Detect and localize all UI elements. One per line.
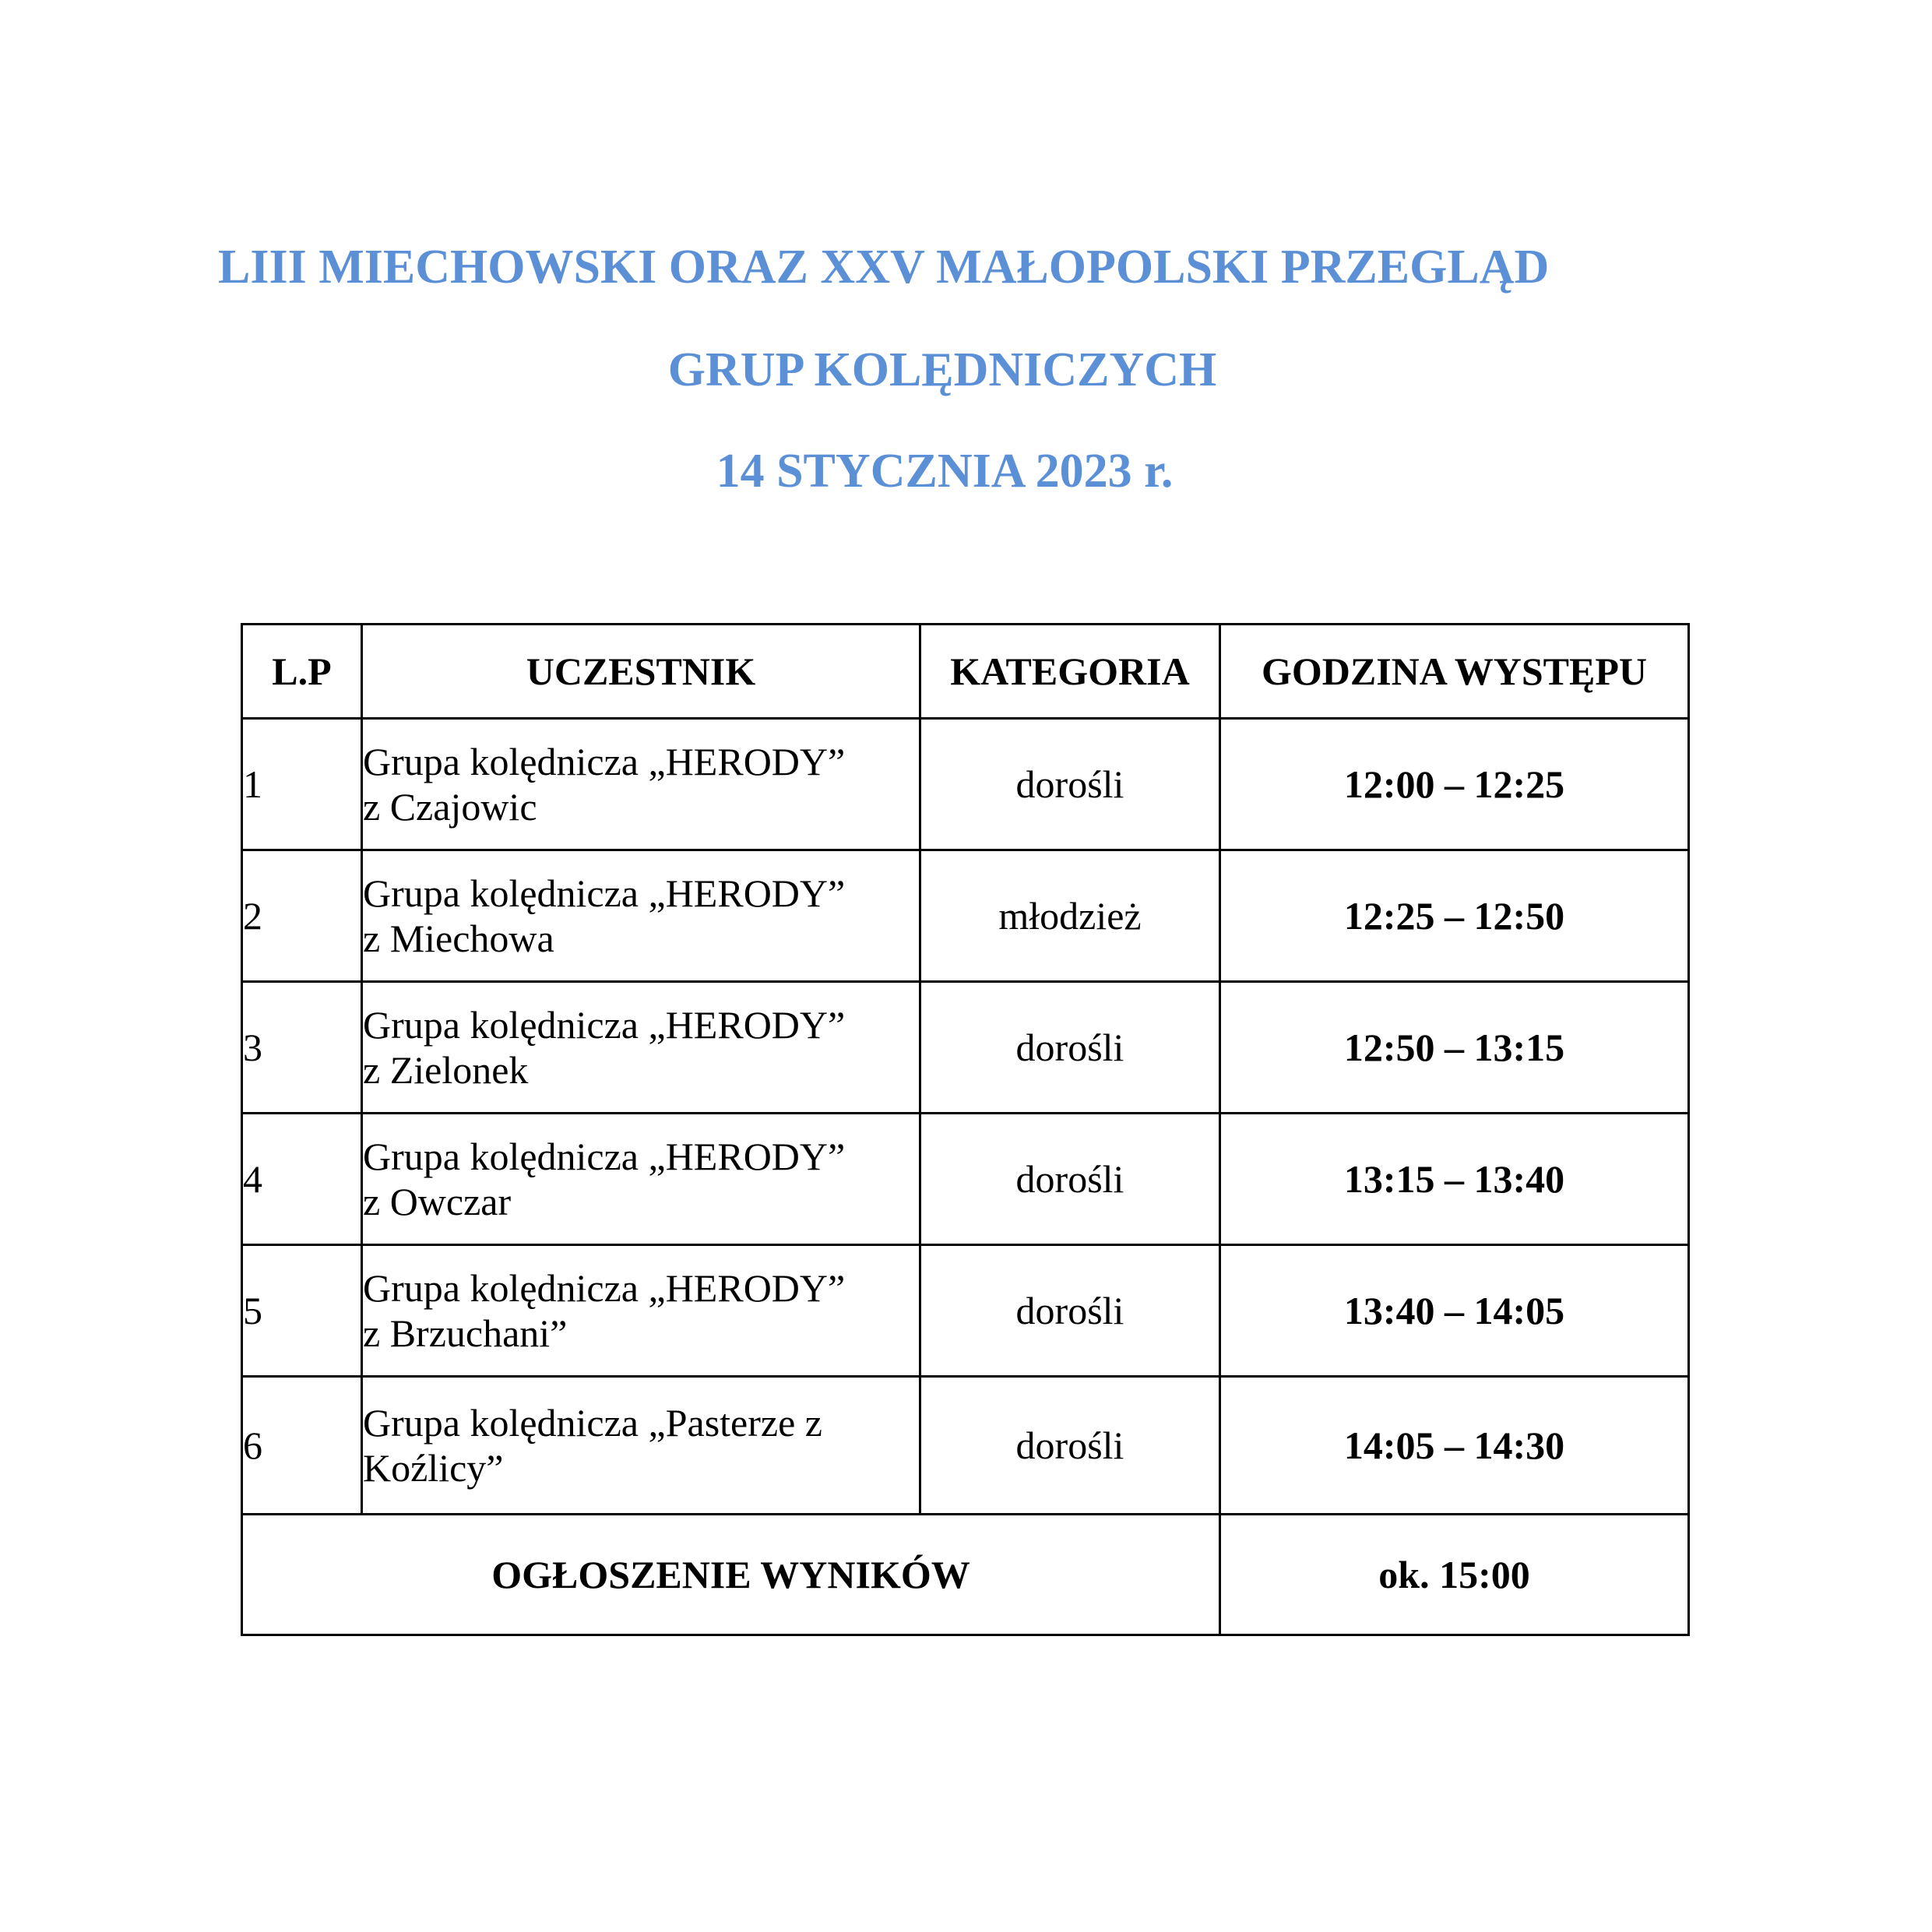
participant-name-line-2: z Czajowic [363,785,537,829]
category-cell: dorośli [920,1377,1220,1515]
participant-name-line-1: Grupa kolędnicza „HERODY” [363,1135,846,1178]
row-number: 4 [242,1114,362,1245]
time-cell: 13:15 – 13:40 [1220,1114,1689,1245]
title-line-1: LIII MIECHOWSKI ORAZ XXV MAŁOPOLSKI PRZEGLĄD [218,241,1550,294]
time-cell: 13:40 – 14:05 [1220,1245,1689,1377]
table-row [242,1377,1689,1515]
participant-name-line-2: Koźlicy” [363,1446,504,1490]
row-number: 6 [242,1377,362,1515]
results-announcement-label: OGŁOSZENIE WYNIKÓW [242,1515,1220,1635]
time-cell: 12:50 – 13:15 [1220,982,1689,1114]
title-date: 14 STYCZNIA 2023 r. [716,445,1174,498]
table-row [242,1245,1689,1377]
category-cell: młodzież [920,850,1220,982]
header-category: KATEGORIA [920,625,1220,719]
row-number: 3 [242,982,362,1114]
participant-name-line-2: z Zielonek [363,1048,529,1092]
time-cell: 12:00 – 12:25 [1220,719,1689,850]
table-row [242,719,1689,850]
participant-name-line-1: Grupa kolędnicza „HERODY” [363,1003,846,1047]
header-participant: UCZESTNIK [362,625,920,719]
row-number: 2 [242,850,362,982]
participant-cell [362,1245,920,1377]
participant-cell [362,1377,920,1515]
time-cell: 14:05 – 14:30 [1220,1377,1689,1515]
category-cell: dorośli [920,719,1220,850]
participant-name-line-1: Grupa kolędnicza „HERODY” [363,1266,846,1310]
header-time: GODZINA WYSTĘPU [1220,625,1689,719]
participant-name-line-1: Grupa kolędnicza „HERODY” [363,871,846,915]
participant-name-line-1: Grupa kolędnicza „HERODY” [363,740,846,783]
table-header-row [242,625,1689,719]
title-line-2: GRUP KOLĘDNICZYCH [667,343,1217,396]
participant-name-line-1: Grupa kolędnicza „Pasterze z [363,1401,822,1445]
participant-cell [362,850,920,982]
row-number: 5 [242,1245,362,1377]
category-cell: dorośli [920,1245,1220,1377]
participant-name-line-2: z Owczar [363,1180,512,1223]
participant-cell [362,982,920,1114]
header-lp: L.P [242,625,362,719]
participant-name-line-2: z Brzuchani” [363,1311,568,1355]
performance-schedule-table [241,623,1690,1636]
row-number: 1 [242,719,362,850]
time-cell: 12:25 – 12:50 [1220,850,1689,982]
table-row [242,1114,1689,1245]
participant-cell [362,719,920,850]
results-announcement-row [242,1515,1689,1635]
results-announcement-time: ok. 15:00 [1220,1515,1689,1635]
table-row [242,982,1689,1114]
category-cell: dorośli [920,1114,1220,1245]
category-cell: dorośli [920,982,1220,1114]
table-row [242,850,1689,982]
participant-cell [362,1114,920,1245]
participant-name-line-2: z Miechowa [363,917,554,960]
